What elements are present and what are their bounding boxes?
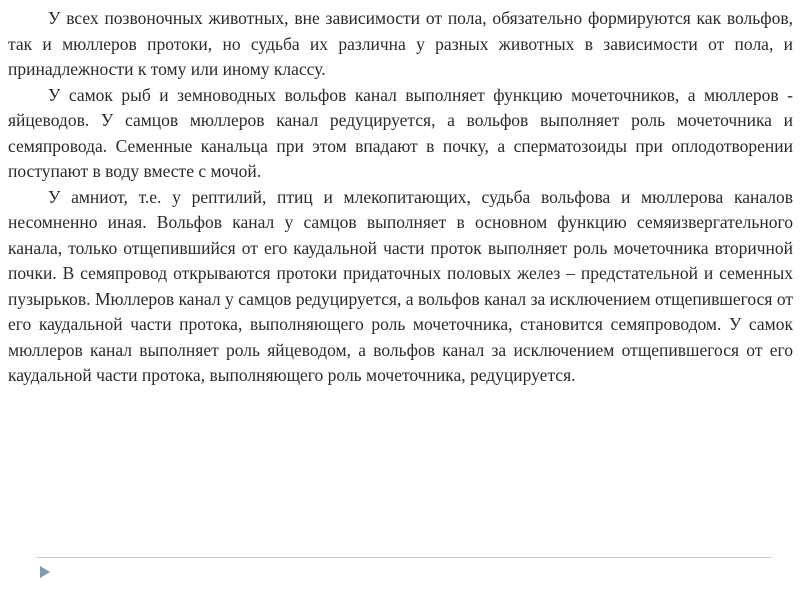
- paragraph-3: У амниот, т.е. у рептилий, птиц и млекопитающих, судьба вольфова и мюллерова каналов несомненно иная. Вольфов канал у самцов выполняет в основном функцию семяизвергательного канала, только отщепившийся от его каудальной части проток выполняет роль мочеточника вторичной почки. В семяпровод открываются протоки придаточных половых желез – предстательной и семенных пузырьков. Мюллеров канал у самцов редуцируется, а вольфов канал за исключением отщепившегося от его каудальной части протока, выполняющего роль мочеточника, становится семяпроводом. У самок мюллеров канал выполняет роль яйцеводом, а вольфов канал за исключением отщепившегося от его каудальной части протока, выполняющего роль мочеточника, редуцируется.: [8, 186, 793, 385]
- body-text: [8, 6, 793, 389]
- paragraph-1: У всех позвоночных животных, вне зависимости от пола, обязательно формируются как вольфов, так и мюллеров протоки, но судьба их различна у разных животных в зависимости от пола, и принадлежности к тому или иному классу.: [8, 8, 793, 79]
- paragraph-2: У самок рыб и земноводных вольфов канал выполняет функцию мочеточников, а мюллеров - яйцеводов. У самцов мюллеров канал редуцируется, а вольфов выполняет роль мочеточника и семяпровода. Семенные канальца при этом впадают в почку, а сперматозоиды при оплодотворении поступают в воду вместе с мочой.: [8, 84, 793, 181]
- footer-divider: [36, 557, 772, 558]
- triangle-right-icon[interactable]: [38, 565, 52, 579]
